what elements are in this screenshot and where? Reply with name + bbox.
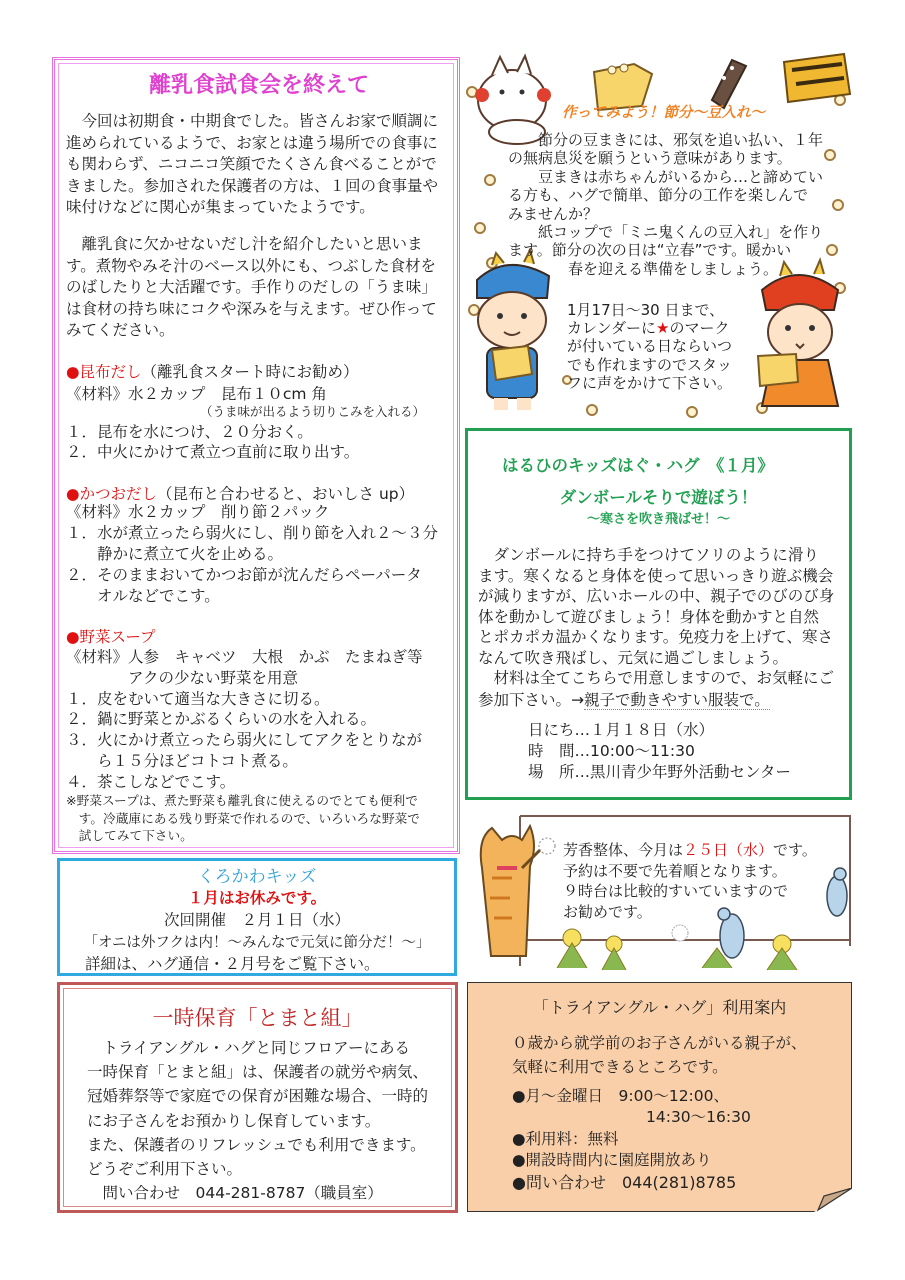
kombu-note: （離乳食スタート時にお勧め） [141, 363, 359, 381]
kombu-step1: １．昆布を水につけ、２０分おく。 [66, 423, 313, 441]
hug-tagline: ～寒さを吹き飛ばせ！～ [586, 512, 730, 527]
text-line: ます。節分の次の日は“立春”です。暖かい [508, 241, 792, 260]
callout-text: のマーク [669, 319, 730, 338]
text-line: 日にち…１月１８日（水） [528, 721, 715, 739]
callout-line: 1月17日～30 日まで、 [567, 301, 725, 319]
text-line: 今回は初期食・中期食でした。皆さんお家で順調に [66, 112, 439, 130]
text-line: 冠婚葬祭等で家庭での保育が困難な場合、一時的 [87, 1087, 429, 1106]
kurokawa-closed: １月はお休みです。 [187, 889, 327, 907]
aroma-text-part: 芳香整体、今月は [563, 841, 684, 859]
hug-last-line [478, 688, 770, 710]
text-line: の無病息災を願うという意味があります。 [508, 149, 792, 168]
text-line: なんて吹き飛ばし、元気に過ごしましょう。 [478, 648, 789, 667]
weaning-title: 離乳食試食会を終えて [148, 73, 369, 98]
text-line: ダンボールに持ち手をつけてソリのように滑り [478, 546, 819, 564]
page-curl-icon [814, 1188, 852, 1212]
triangle-title: 「トライアングル・ハグ」利用案内 [532, 998, 787, 1017]
triangle-hours: ●月～金曜日 9:00～12:00、 [512, 1087, 730, 1105]
text-line: 時 間…10:00～11:30 [528, 742, 695, 760]
kurokawa-next: 次回開催 ２月１日（水） [163, 911, 350, 929]
aroma-line: お勧めです。 [563, 902, 652, 921]
triangle-fee: ●利用料：無料 [512, 1130, 619, 1148]
katsuo-name: ●かつおだし [66, 485, 158, 503]
triangle-intro [512, 1032, 807, 1079]
text-line: 紙コップで「ミニ鬼くんの豆入れ」を作り [508, 223, 824, 242]
star-icon: ★ [656, 319, 670, 338]
text-line: どうぞご利用下さい。 [87, 1160, 243, 1179]
triangle-garden: ●開設時間内に園庭開放あり [512, 1151, 712, 1169]
callout-line: が付いている日ならいつ [567, 337, 733, 356]
text-line: が減りますが、広いホールの中、親子でのびのび身 [478, 587, 835, 605]
callout-text: カレンダーに [567, 319, 657, 338]
text-line: ２．鍋に野菜とかぶるくらいの水を入れる。 [66, 710, 377, 729]
callout-line: でも作れますのでスタッ [567, 355, 733, 374]
text-line: ２．そのままおいてかつお節が沈んだらペーパータ [66, 566, 422, 584]
hug-title: はるひのキッズはぐ・ハグ 《１月》 [502, 456, 774, 475]
text-line: 材料は全てこちらで用意しますので、お気軽にご [478, 669, 835, 687]
soup-note [66, 792, 420, 845]
aroma-line [563, 840, 817, 861]
setsubun-title: 作ってみよう！節分～豆入れ～ [562, 105, 765, 121]
hug-text: 参加下さい。→ [478, 691, 584, 709]
text-line: 試してみて下さい。 [66, 828, 193, 843]
text-line: オルなどでこす。 [66, 587, 220, 605]
hug-subtitle: ダンボールそりで遊ぼう！ [559, 488, 758, 507]
text-line: る方も、ハグで簡単、節分の工作を楽しんで [508, 186, 809, 205]
kurokawa-theme: 「オニは外フクは内！～みんなで元気に節分だ！～」 [83, 935, 431, 951]
text-line: ４．茶こしなどでこす。 [66, 772, 236, 791]
text-line: 《材料》水２カップ 削り節２パック [66, 503, 330, 521]
text-line: ３．火にかけ煮立ったら弱火にしてアクをとりなが [66, 731, 423, 750]
hug-body [478, 545, 834, 689]
kombu-heading [66, 360, 359, 382]
text-line: 場 所…黒川青少年野外活動センター [528, 763, 791, 781]
text-line: 春を迎える準備をしましょう。 [508, 259, 779, 278]
setsubun-callout [567, 301, 732, 392]
text-line: ※野菜スープは、煮た野菜も離乳食に使えるのでとても便利で [66, 793, 418, 808]
weaning-para2 [66, 234, 437, 342]
text-line: も関わらず、ニコニコ笑顔でたくさん食べることがで [66, 155, 437, 173]
callout-line: フに声をかけて下さい。 [567, 373, 733, 392]
text-line: また、保護者のリフレッシュでも利用できます。 [87, 1135, 426, 1154]
text-line: とポカポカ温かくなります。免疫力を上げて、寒さ [478, 628, 833, 646]
text-line: 豆まきは赤ちゃんがいるから…と諦めてい [508, 167, 824, 186]
text-line: す。煮物やみそ汁のベース以外にも、つぶした食材を [66, 256, 436, 275]
aroma-date: ２５日（水） [683, 841, 774, 859]
kombu-materials-note: （うま味が出るよう切りこみを入れる） [200, 404, 426, 419]
aroma-line: 予約は不要で先着順となります。 [563, 861, 787, 880]
red-oni-kid-icon [758, 260, 838, 406]
kurokawa-title: くろかわキッズ [197, 867, 317, 887]
aroma-text-part: です。 [773, 841, 817, 859]
triangle-hours-afternoon: 14:30～16:30 [646, 1108, 751, 1126]
hug-info [528, 720, 791, 783]
text-line: きました。参加された保護者の方は、１回の食事量や [66, 176, 439, 195]
dandelion-puff-icon [672, 925, 688, 941]
text-line: 体を動かして遊びましょう！身体を動かすと自然 [478, 607, 820, 626]
text-line: す。冷蔵庫にある残り野菜で作れるので、いろいろな野菜で [66, 810, 420, 826]
text-line: 味付けなどに関心が集まっていたようです。 [66, 198, 375, 216]
text-line: みませんか？ [508, 204, 599, 223]
text-line: のばしたりと大活躍です。手作りのだしの「うま味」 [66, 278, 437, 296]
text-line: １．水が煮立ったら弱火にし、削り節を入れ２～３分 [66, 524, 439, 542]
text-line: ます。寒くなると身体を使って思いっきり遊ぶ機会 [478, 566, 834, 585]
text-line: 進められているようで、お家とは違う場所での食事に [66, 133, 438, 152]
kombu-materials: 《材料》水２カップ 昆布１０cm 角 [66, 385, 327, 403]
text-line: 問い合わせ 044-281-8787（職員室） [87, 1184, 383, 1203]
kombu-step2: ２．中火にかけて煮立つ直前に取り出す。 [66, 443, 360, 461]
text-line: にお子さんをお預かりし保育しています。 [87, 1111, 381, 1130]
triangle-contact: ●問い合わせ 044(281)8785 [512, 1173, 737, 1192]
text-line: ０歳から就学前のお子さんがいる親子が、 [512, 1034, 807, 1052]
katsuo-note: （昆布と合わせると、おいしさ up） [157, 485, 415, 503]
text-line: 離乳食に欠かせないだし汁を紹介したいと思いま [66, 235, 423, 253]
text-line: アクの少ない野菜を用意 [66, 668, 299, 687]
text-line: 《材料》人参 キャベツ 大根 かぶ たまねぎ等 [66, 648, 423, 666]
text-line: トライアングル・ハグと同じフロアーにある [87, 1039, 411, 1057]
text-line: １．皮をむいて適当な大きさに切る。 [66, 689, 330, 708]
tiger-pants-icon [784, 54, 850, 102]
setsubun-body [508, 131, 823, 278]
callout-line [567, 319, 732, 337]
text-line: は食材の持ち味にコクや深みを与えます。ぜひ作って [66, 299, 437, 318]
text-line: 気軽に利用できるところです。 [512, 1057, 728, 1076]
tomato-title: 一時保育「とまと組」 [152, 1006, 363, 1030]
cat-icon [481, 826, 555, 956]
text-line: みてください。 [66, 321, 175, 339]
kombu-name: ●昆布だし [66, 363, 142, 381]
kurokawa-detail: 詳細は、ハグ通信・２月号をご覧下さい。 [85, 955, 380, 973]
aroma-text [563, 840, 817, 922]
katsuo-steps [66, 502, 438, 607]
soup-heading: ●野菜スープ [66, 628, 156, 646]
text-line: 一時保育「とまと組」は、保護者の就労や病気、 [87, 1063, 429, 1082]
soup-steps [66, 647, 423, 793]
text-line: 節分の豆まきには、邪気を追い払い、１年 [508, 131, 824, 149]
katsuo-heading [66, 482, 414, 504]
tomato-body [87, 1036, 428, 1205]
text-line: 静かに煮立て火を止める。 [66, 545, 284, 563]
text-line: ら１５分ほどコトコト煮る。 [66, 751, 298, 770]
hug-clothing-note: 親子で動きやすい服装で。 [584, 691, 770, 709]
weaning-para1 [66, 111, 438, 219]
aroma-line: ９時台は比較的すいていますので [563, 882, 789, 901]
